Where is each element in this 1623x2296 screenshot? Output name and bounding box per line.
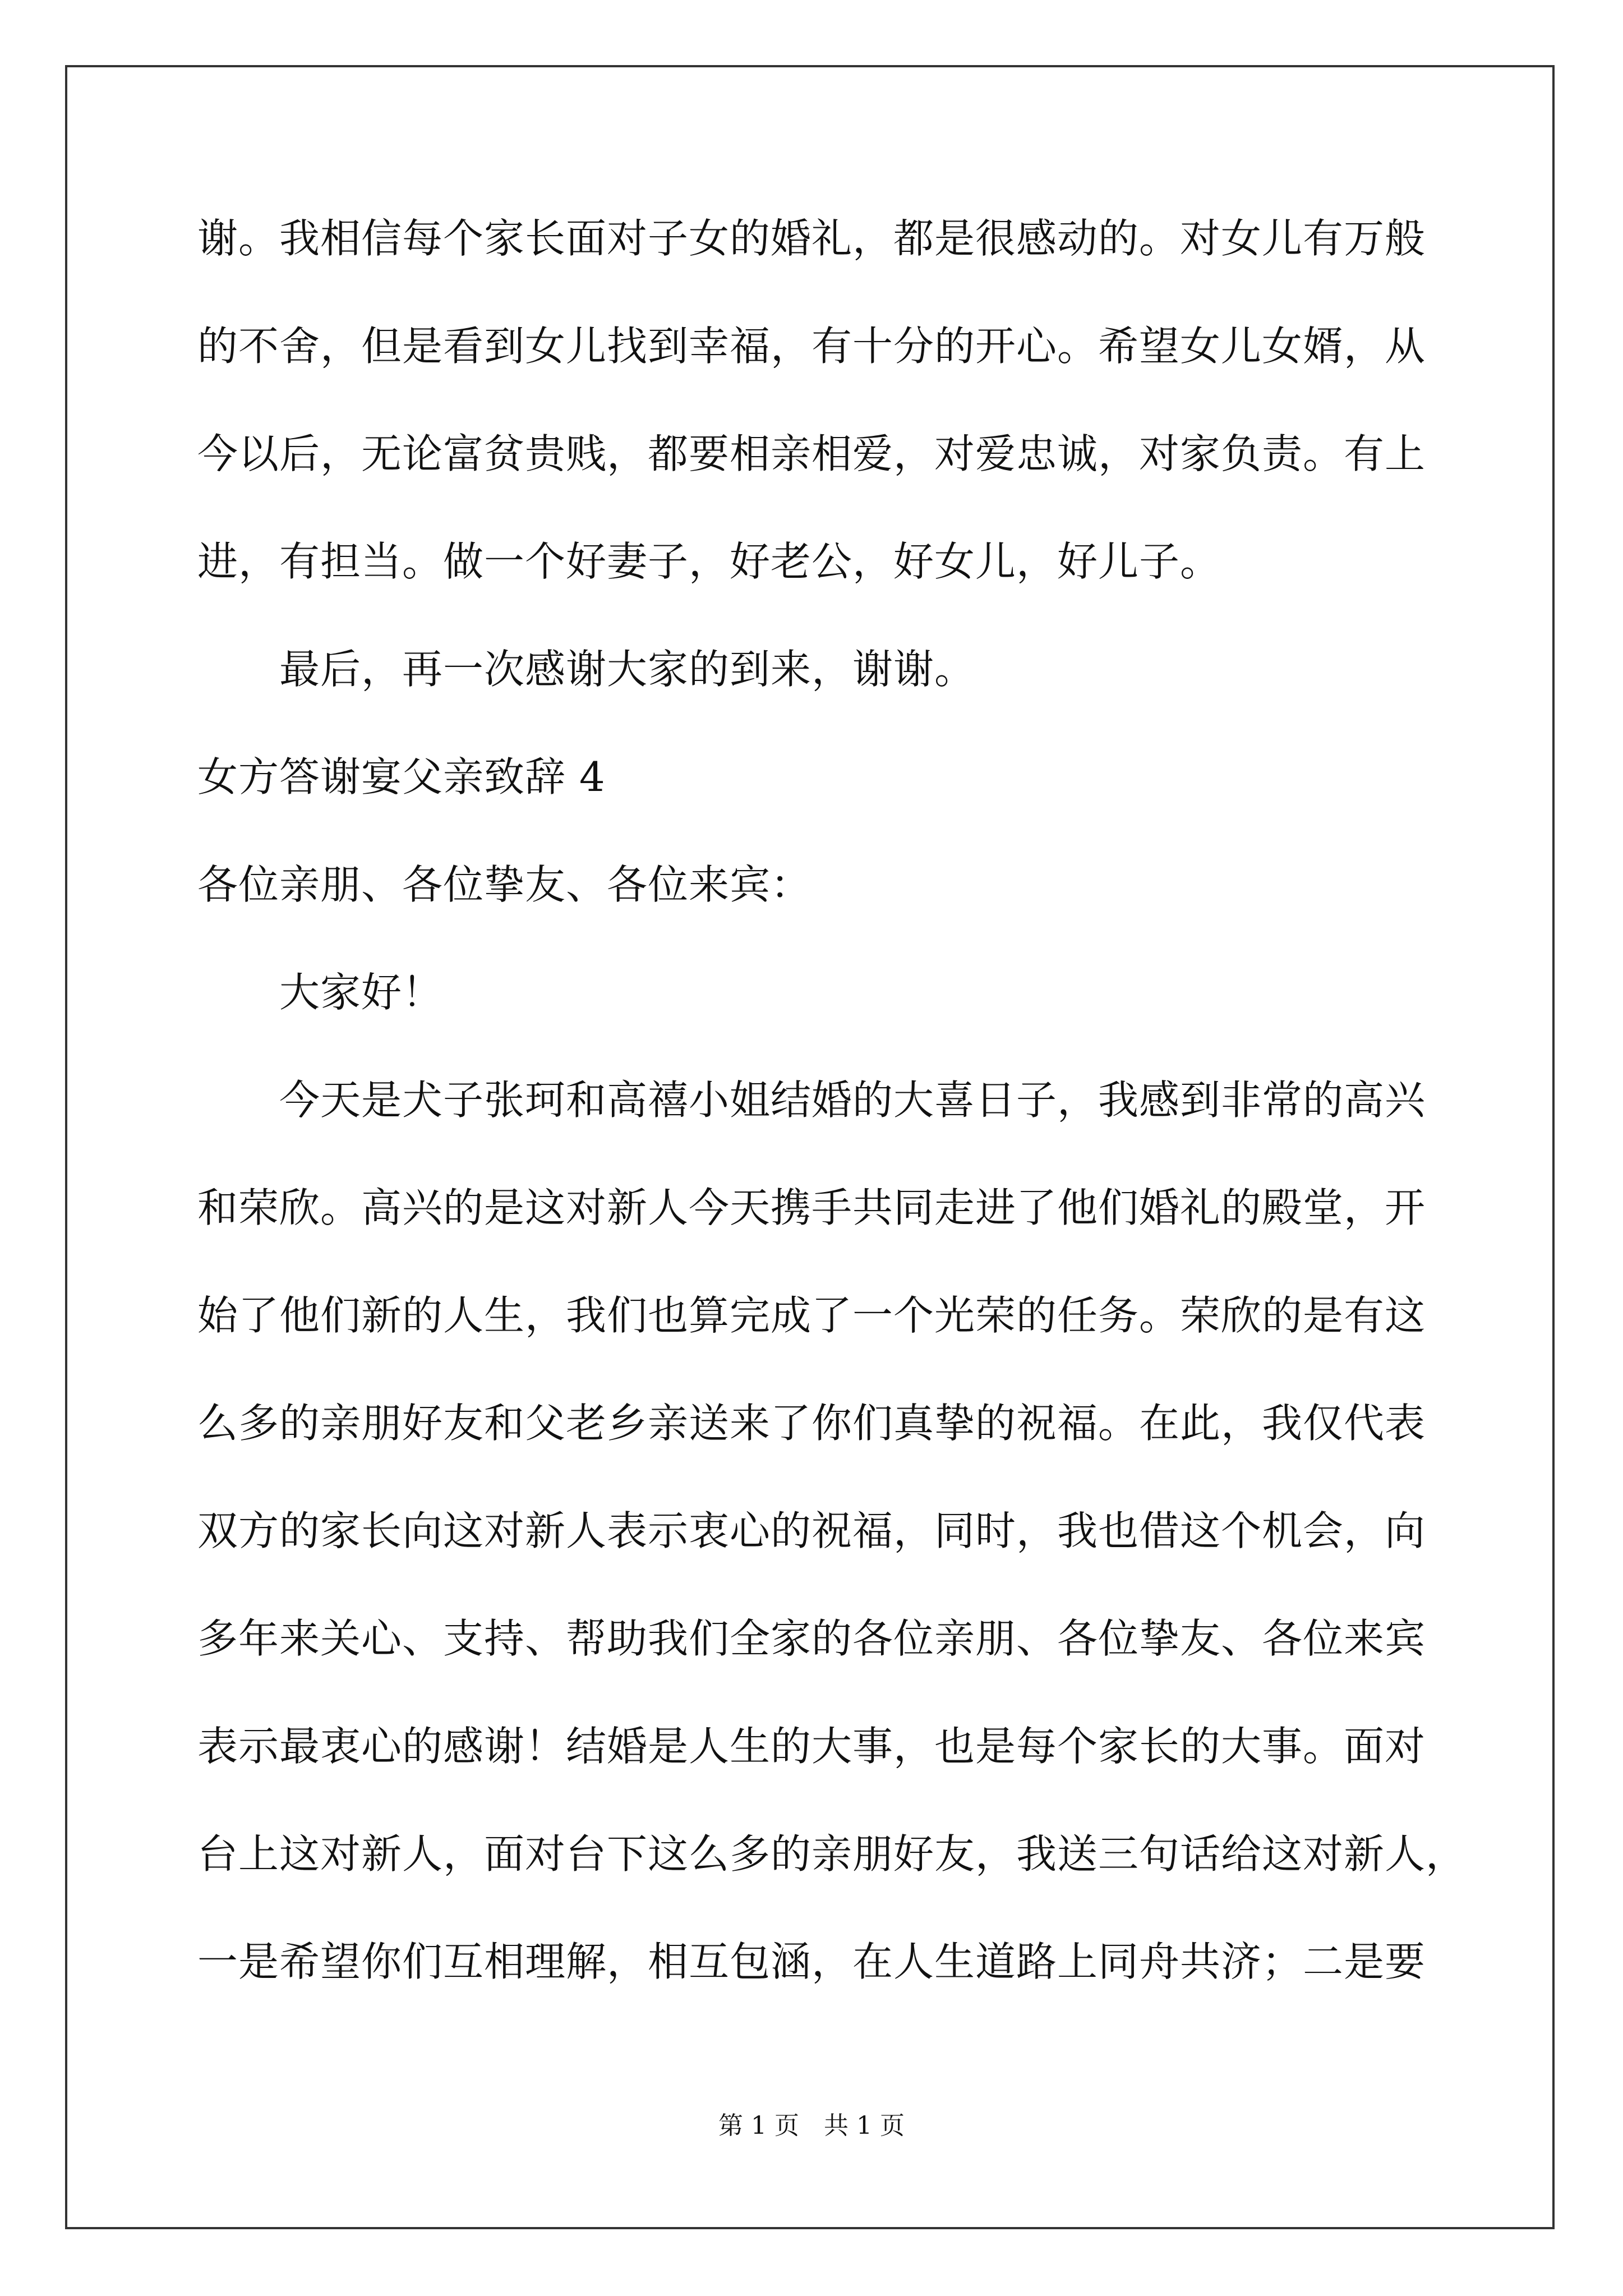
greeting: 大家好！ <box>279 969 444 1016</box>
text-line: 谢。我相信每个家长面对子女的婚礼，都是很感动的。对女儿有万般 <box>197 215 1426 262</box>
text-line: 今以后，无论富贫贵贱，都要相亲相爱，对爱忠诚，对家负责。有上 <box>197 430 1426 477</box>
text-line: 表示最衷心的感谢！结婚是人生的大事，也是每个家长的大事。面对 <box>197 1723 1426 1770</box>
page-border <box>65 65 1555 2229</box>
text-line: 多年来关心、支持、帮助我们全家的各位亲朋、各位挚友、各位来宾 <box>197 1615 1426 1662</box>
salutation: 各位亲朋、各位挚友、各位来宾： <box>197 861 812 908</box>
paragraph-line: 最后，再一次感谢大家的到来，谢谢。 <box>279 646 976 693</box>
text-line: 进，有担当。做一个好妻子，好老公，好女儿，好儿子。 <box>197 538 1221 585</box>
text-line: 一是希望你们互相理解，相互包涵，在人生道路上同舟共济；二是要 <box>197 1938 1426 1985</box>
text-line: 双方的家长向这对新人表示衷心的祝福，同时，我也借这个机会，向 <box>197 1507 1426 1554</box>
text-line: 的不舍，但是看到女儿找到幸福，有十分的开心。希望女儿女婿，从 <box>197 323 1426 370</box>
section-heading: 女方答谢宴父亲致辞 4 <box>197 753 606 800</box>
text-line: 么多的亲朋好友和父老乡亲送来了你们真挚的祝福。在此，我仅代表 <box>197 1400 1426 1447</box>
paragraph-line: 今天是犬子张珂和高禧小姐结婚的大喜日子，我感到非常的高兴 <box>279 1076 1426 1124</box>
text-line: 台上这对新人，面对台下这么多的亲朋好友，我送三句话给这对新人， <box>197 1830 1467 1878</box>
text-line: 始了他们新的人生，我们也算完成了一个光荣的任务。荣欣的是有这 <box>197 1292 1426 1339</box>
page-footer: 第 1 页 共 1 页 <box>718 2111 905 2140</box>
text-line: 和荣欣。高兴的是这对新人今天携手共同走进了他们婚礼的殿堂，开 <box>197 1184 1426 1231</box>
